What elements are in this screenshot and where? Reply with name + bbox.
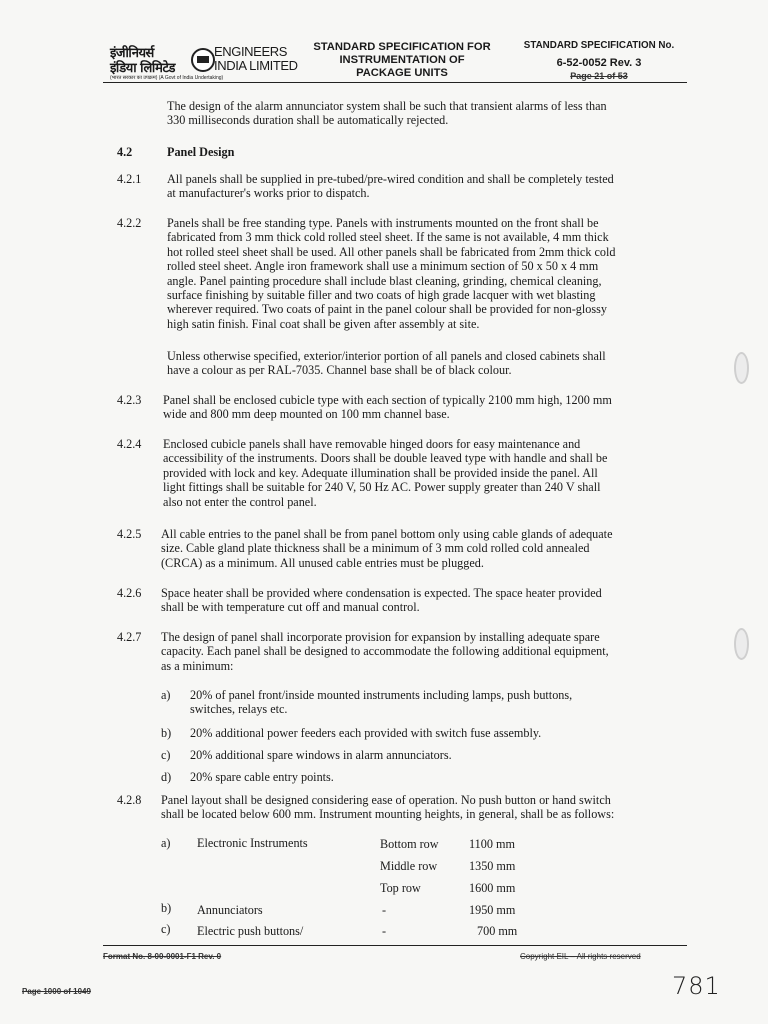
table-row-value: 1600 mm (469, 881, 516, 895)
table-row-label: a) (161, 836, 171, 850)
table-row-position: Top row (380, 881, 421, 895)
clause-number: 4.2.4 (117, 437, 142, 451)
list-item: 20% additional spare windows in alarm annunciators. (190, 748, 452, 762)
file-page-number: Page 1000 of 1049 (22, 987, 91, 996)
logo-english-text: ENGINEERS INDIA LIMITED (214, 44, 298, 73)
list-item-label: d) (161, 770, 172, 784)
clause-number: 4.2.8 (117, 793, 142, 807)
clause-number: 4.2.3 (117, 393, 142, 407)
footer-rule (103, 945, 687, 946)
spec-number-block (518, 39, 680, 82)
page-of: Page 21 of 53 (570, 71, 628, 81)
table-row-label: c) (161, 922, 171, 936)
table-row-value: 1950 mm (469, 903, 516, 917)
spec-number: 6-52-0052 Rev. 3 (556, 57, 642, 69)
section-number: 4.2 (117, 145, 133, 159)
clause-4-2-1: All panels shall be supplied in pre-tubed/pre-wired condition and shall be completely tested at manufacturer's works prior to dispatch. (167, 172, 614, 201)
section-title: Panel Design (167, 145, 235, 159)
table-row-position: - (382, 903, 387, 917)
handwritten-page-number: 781 (672, 972, 721, 1000)
table-row-position: - (382, 924, 387, 938)
list-item-label: a) (161, 688, 171, 702)
list-item-label: b) (161, 726, 172, 740)
clause-number: 4.2.5 (117, 527, 142, 541)
clause-number: 4.2.2 (117, 216, 142, 230)
intro-paragraph: The design of the alarm annunciator system shall be such that transient alarms of less than 330 milliseconds duration shall be automatically rejected. (167, 99, 607, 128)
list-item-label: c) (161, 748, 171, 762)
header-rule (103, 82, 687, 83)
table-row-value: 700 mm (477, 924, 518, 938)
list-item: 20% of panel front/inside mounted instruments including lamps, push buttons, switches, relays etc. (190, 688, 573, 717)
clause-4-2-8: Panel layout shall be designed considering ease of operation. No push button or hand switch shall be located below 600 mm. Instrument mounting heights, in general, shall be as follows: (161, 793, 615, 822)
clause-4-2-4: Enclosed cubicle panels shall have removable hinged doors for easy maintenance and accessibility of the instruments. Doors shall be double leaved type with handle and shall be provided with lock and key. Adequate illumination shall be provided inside the panel. All light fittings shall be suitable for 240 V, 50 Hz AC. Power supply greater than 240 V shall also not enter the control panel. (163, 437, 608, 509)
clause-4-2-6: Space heater shall be provided where condensation is expected. The space heater provided shall be with temperature cut off and manual control. (161, 586, 602, 615)
logo-hindi-text: इंजीनियर्स इंडिया लिमिटेड (110, 46, 175, 76)
table-row-position: Bottom row (380, 837, 439, 851)
clause-4-2-2-colour: Unless otherwise specified, exterior/interior portion of all panels and closed cabinets shall have a colour as per RAL-7035. Channel base shall be of black colour. (167, 349, 606, 378)
table-row-value: 1100 mm (469, 837, 515, 851)
clause-number: 4.2.1 (117, 172, 142, 186)
logo-subtitle: (भारत सरकार का उपक्रम) (A Govt of India Undertaking) (110, 75, 224, 81)
table-row-item: Electric push buttons/ (197, 924, 304, 938)
list-item: 20% additional power feeders each provided with switch fuse assembly. (190, 726, 542, 740)
table-row-item: Annunciators (197, 903, 263, 917)
table-row-item: Electronic Instruments (197, 836, 308, 850)
clause-number: 4.2.7 (117, 630, 142, 644)
punch-hole (734, 352, 749, 384)
copyright: Copyright EIL – All rights reserved (520, 952, 641, 961)
format-number: Format No. 8-00-0001-F1 Rev. 0 (103, 952, 222, 961)
clause-4-2-5: All cable entries to the panel shall be from panel bottom only using cable glands of adequate size. Cable gland plate thickness shall be a minimum of 3 mm cold rolled cold annealed (CRCA) as a minimum. All unused cable entries must be plugged. (161, 527, 613, 570)
spec-label: STANDARD SPECIFICATION No. (523, 40, 675, 51)
table-row-value: 1350 mm (469, 859, 516, 873)
document-title: STANDARD SPECIFICATION FOR INSTRUMENTATION OF PACKAGE UNITS (313, 41, 491, 79)
clause-4-2-2: Panels shall be free standing type. Panels with instruments mounted on the front shall be fabricated from 3 mm thick cold rolled steel sheet. If the same is not available, 4 mm thick hot rolled steel sheet shall be used. All other panels shall be fabricated from 2mm thick cold rolled steel sheet. Angle iron framework shall use a minimum section of 50 x 50 x 4 mm angle. Panel painting procedure shall include blast cleaning, grinding, chemical cleaning, surface finishing by suitable filler and two coats of high grade lacquer with wet blasting wherever required. Two coats of paint in the panel colour shall be provided for non-glossy high satin finish. Final coat shall be given after assembly at site. (167, 216, 616, 331)
clause-4-2-3: Panel shall be enclosed cubicle type with each section of typically 2100 mm high, 1200 mm wide and 800 mm deep mounted on 100 mm channel base. (163, 393, 612, 422)
list-item: 20% spare cable entry points. (190, 770, 334, 784)
eil-logo-icon (191, 48, 215, 72)
clause-number: 4.2.6 (117, 586, 142, 600)
punch-hole (734, 628, 749, 660)
clause-4-2-7: The design of panel shall incorporate provision for expansion by installing adequate spare capacity. Each panel shall be designed to accommodate the following additional equipment, as a minimum: (161, 630, 609, 673)
table-row-label: b) (161, 901, 172, 915)
table-row-position: Middle row (380, 859, 438, 873)
